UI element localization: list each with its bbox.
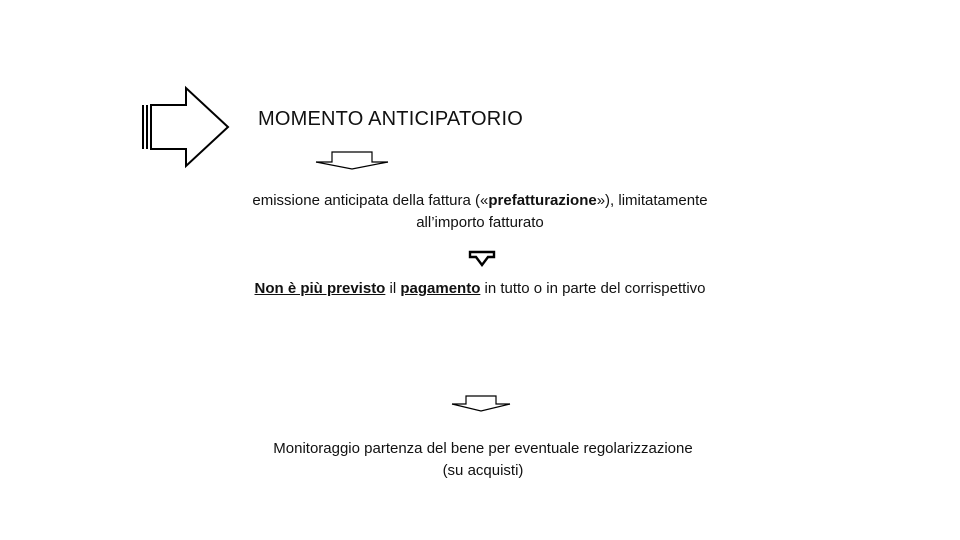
arrow-down-icon	[467, 250, 497, 268]
step-monitoraggio	[200, 438, 766, 482]
arrow-down-icon	[314, 149, 392, 171]
step-prefatturazione	[200, 190, 760, 234]
step-prefatturazione-line2: all’importo fatturato	[416, 214, 544, 231]
arrow-down-icon	[450, 394, 512, 414]
diagram-title: MOMENTO ANTICIPATORIO	[258, 108, 523, 130]
step-monitoraggio-line2: (su acquisti)	[442, 462, 524, 479]
step-pagamento: Non è più previsto il pagamento in tutto o in parte del corrispettivo	[254, 280, 706, 297]
block-arrow-right-icon	[138, 86, 232, 172]
step-monitoraggio-line1: Monitoraggio partenza del bene per eventuale regolarizzazione	[273, 440, 693, 457]
step-prefatturazione-line1: emissione anticipata della fattura («prefatturazione»), limitatamente	[252, 192, 708, 209]
